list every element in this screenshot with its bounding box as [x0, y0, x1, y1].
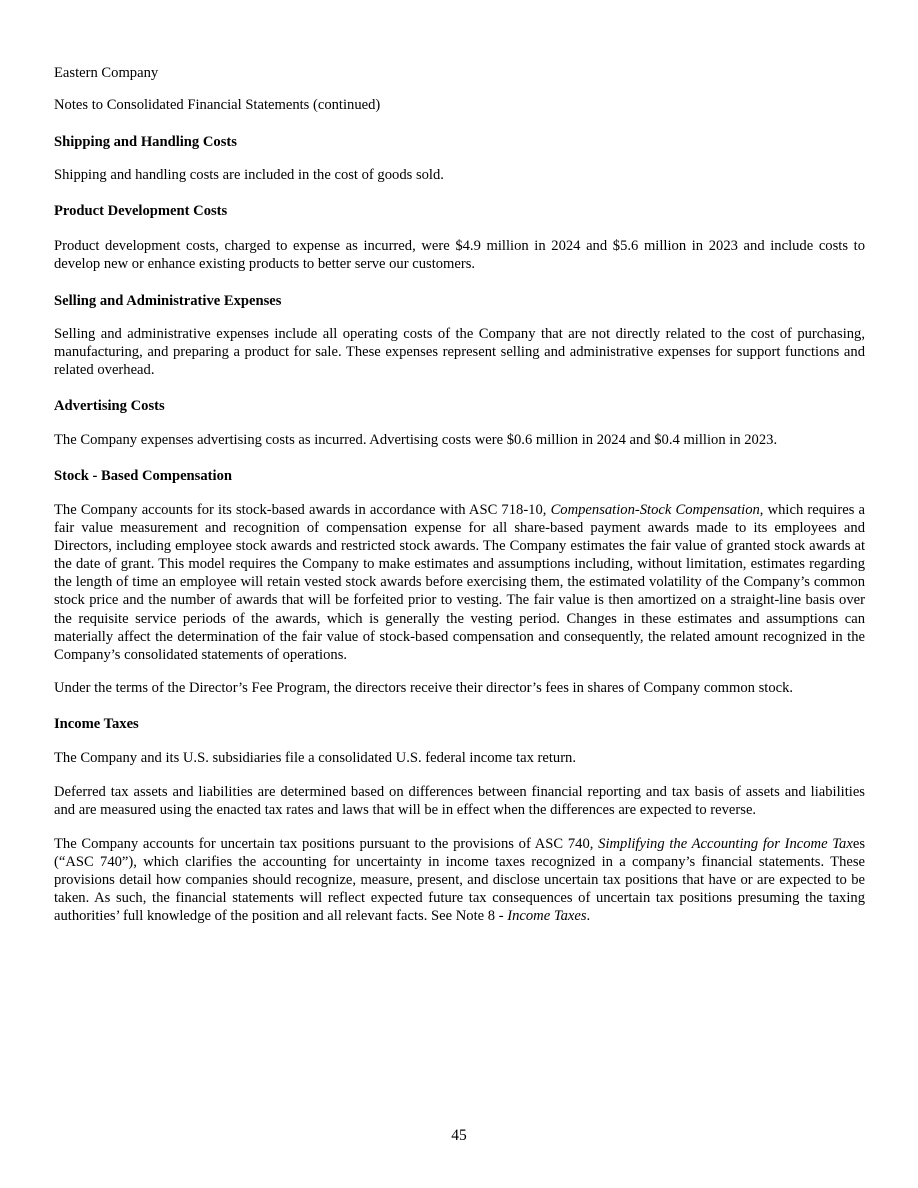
- heading-selling-admin: Selling and Administrative Expenses: [54, 293, 282, 309]
- italic-reference: Income Taxes: [507, 908, 587, 925]
- paragraph-shipping: Shipping and handling costs are included in the cost of goods sold.: [54, 167, 444, 183]
- paragraph-consolidated-return: The Company and its U.S. subsidiaries file a consolidated U.S. federal income tax return.: [54, 750, 577, 766]
- paragraph-stock-compensation: [54, 501, 865, 664]
- text-segment: The Company accounts for its stock-based awards in accordance with ASC 718-10,: [54, 502, 551, 518]
- page-subtitle: Notes to Consolidated Financial Statements (continued): [54, 97, 381, 113]
- italic-reference: Simplifying the Accounting for Income Tax: [598, 836, 853, 852]
- text-segment: es (“ASC 740”), which clarifies the accounting for uncertainty in income taxes recognized in a company’s financial statements. These provisions detail how companies should recognize, measure, present, and disclose uncertain tax positions that have or are expected to be taken. As such, the financial statements will reflect expected future tax consequences of uncertain tax positions presuming the taxing authorities’ full knowledge of the position and all relevant facts. See Note 8 -: [54, 836, 866, 925]
- company-name: Eastern Company: [54, 65, 159, 81]
- heading-stock-compensation: Stock - Based Compensation: [54, 468, 232, 484]
- page-number: 45: [451, 1127, 467, 1144]
- paragraph-advertising: The Company expenses advertising costs as incurred. Advertising costs were $0.6 million in 2024 and $0.4 million in 2023.: [54, 432, 778, 448]
- text-segment: , which requires a fair value measurement and recognition of compensation expense for all share-based payment awards made to its employees and Directors, including employee stock awards and restricted stock awards. The Company estimates the fair value of granted stock awards at the date of grant. This model requires the Company to make estimates and assumptions including, without limitation, estimates regarding the length of time an employee will retain vested stock awards before exercising them, the estimated volatility of the Company’s common stock price and the number of awards that will be forfeited prior to vesting. The fair value is then amortized on a straight-line basis over the requisite service periods of the awards, which is generally the vesting period. Changes in these estimates and assumptions can materially affect the determination of the fair value of stock-based compensation and consequently, the related amount recognized in the Company’s consolidated statements of operations.: [54, 502, 865, 663]
- paragraph-deferred-tax: Deferred tax assets and liabilities are determined based on differences between financial reporting and tax basis of assets and liabilities and are measured using the enacted tax rates and laws that will be in effect when the differences are expected to reverse.: [54, 784, 865, 819]
- paragraph-director-fee: Under the terms of the Director’s Fee Program, the directors receive their director’s fees in shares of Company common stock.: [54, 680, 794, 696]
- paragraph-uncertain-tax: [54, 835, 865, 925]
- text-segment: .: [586, 908, 591, 925]
- heading-shipping: Shipping and Handling Costs: [54, 134, 237, 150]
- text-segment: The Company accounts for uncertain tax positions pursuant to the provisions of ASC 740,: [54, 836, 599, 852]
- heading-product-development: Product Development Costs: [54, 203, 228, 219]
- paragraph-selling-admin: Selling and administrative expenses include all operating costs of the Company that are not directly related to the cost of purchasing, manufacturing, and preparing a product for sale. These expenses represent selling and administrative expenses for support functions and related overhead.: [54, 326, 865, 379]
- heading-advertising: Advertising Costs: [54, 398, 165, 414]
- heading-income-taxes: Income Taxes: [54, 716, 139, 732]
- paragraph-product-development: Product development costs, charged to expense as incurred, were $4.9 million in 2024 and $5.6 million in 2023 and include costs to develop new or enhance existing products to better serve our customers.: [54, 238, 865, 273]
- italic-reference: Compensation-Stock Compensation: [550, 502, 760, 518]
